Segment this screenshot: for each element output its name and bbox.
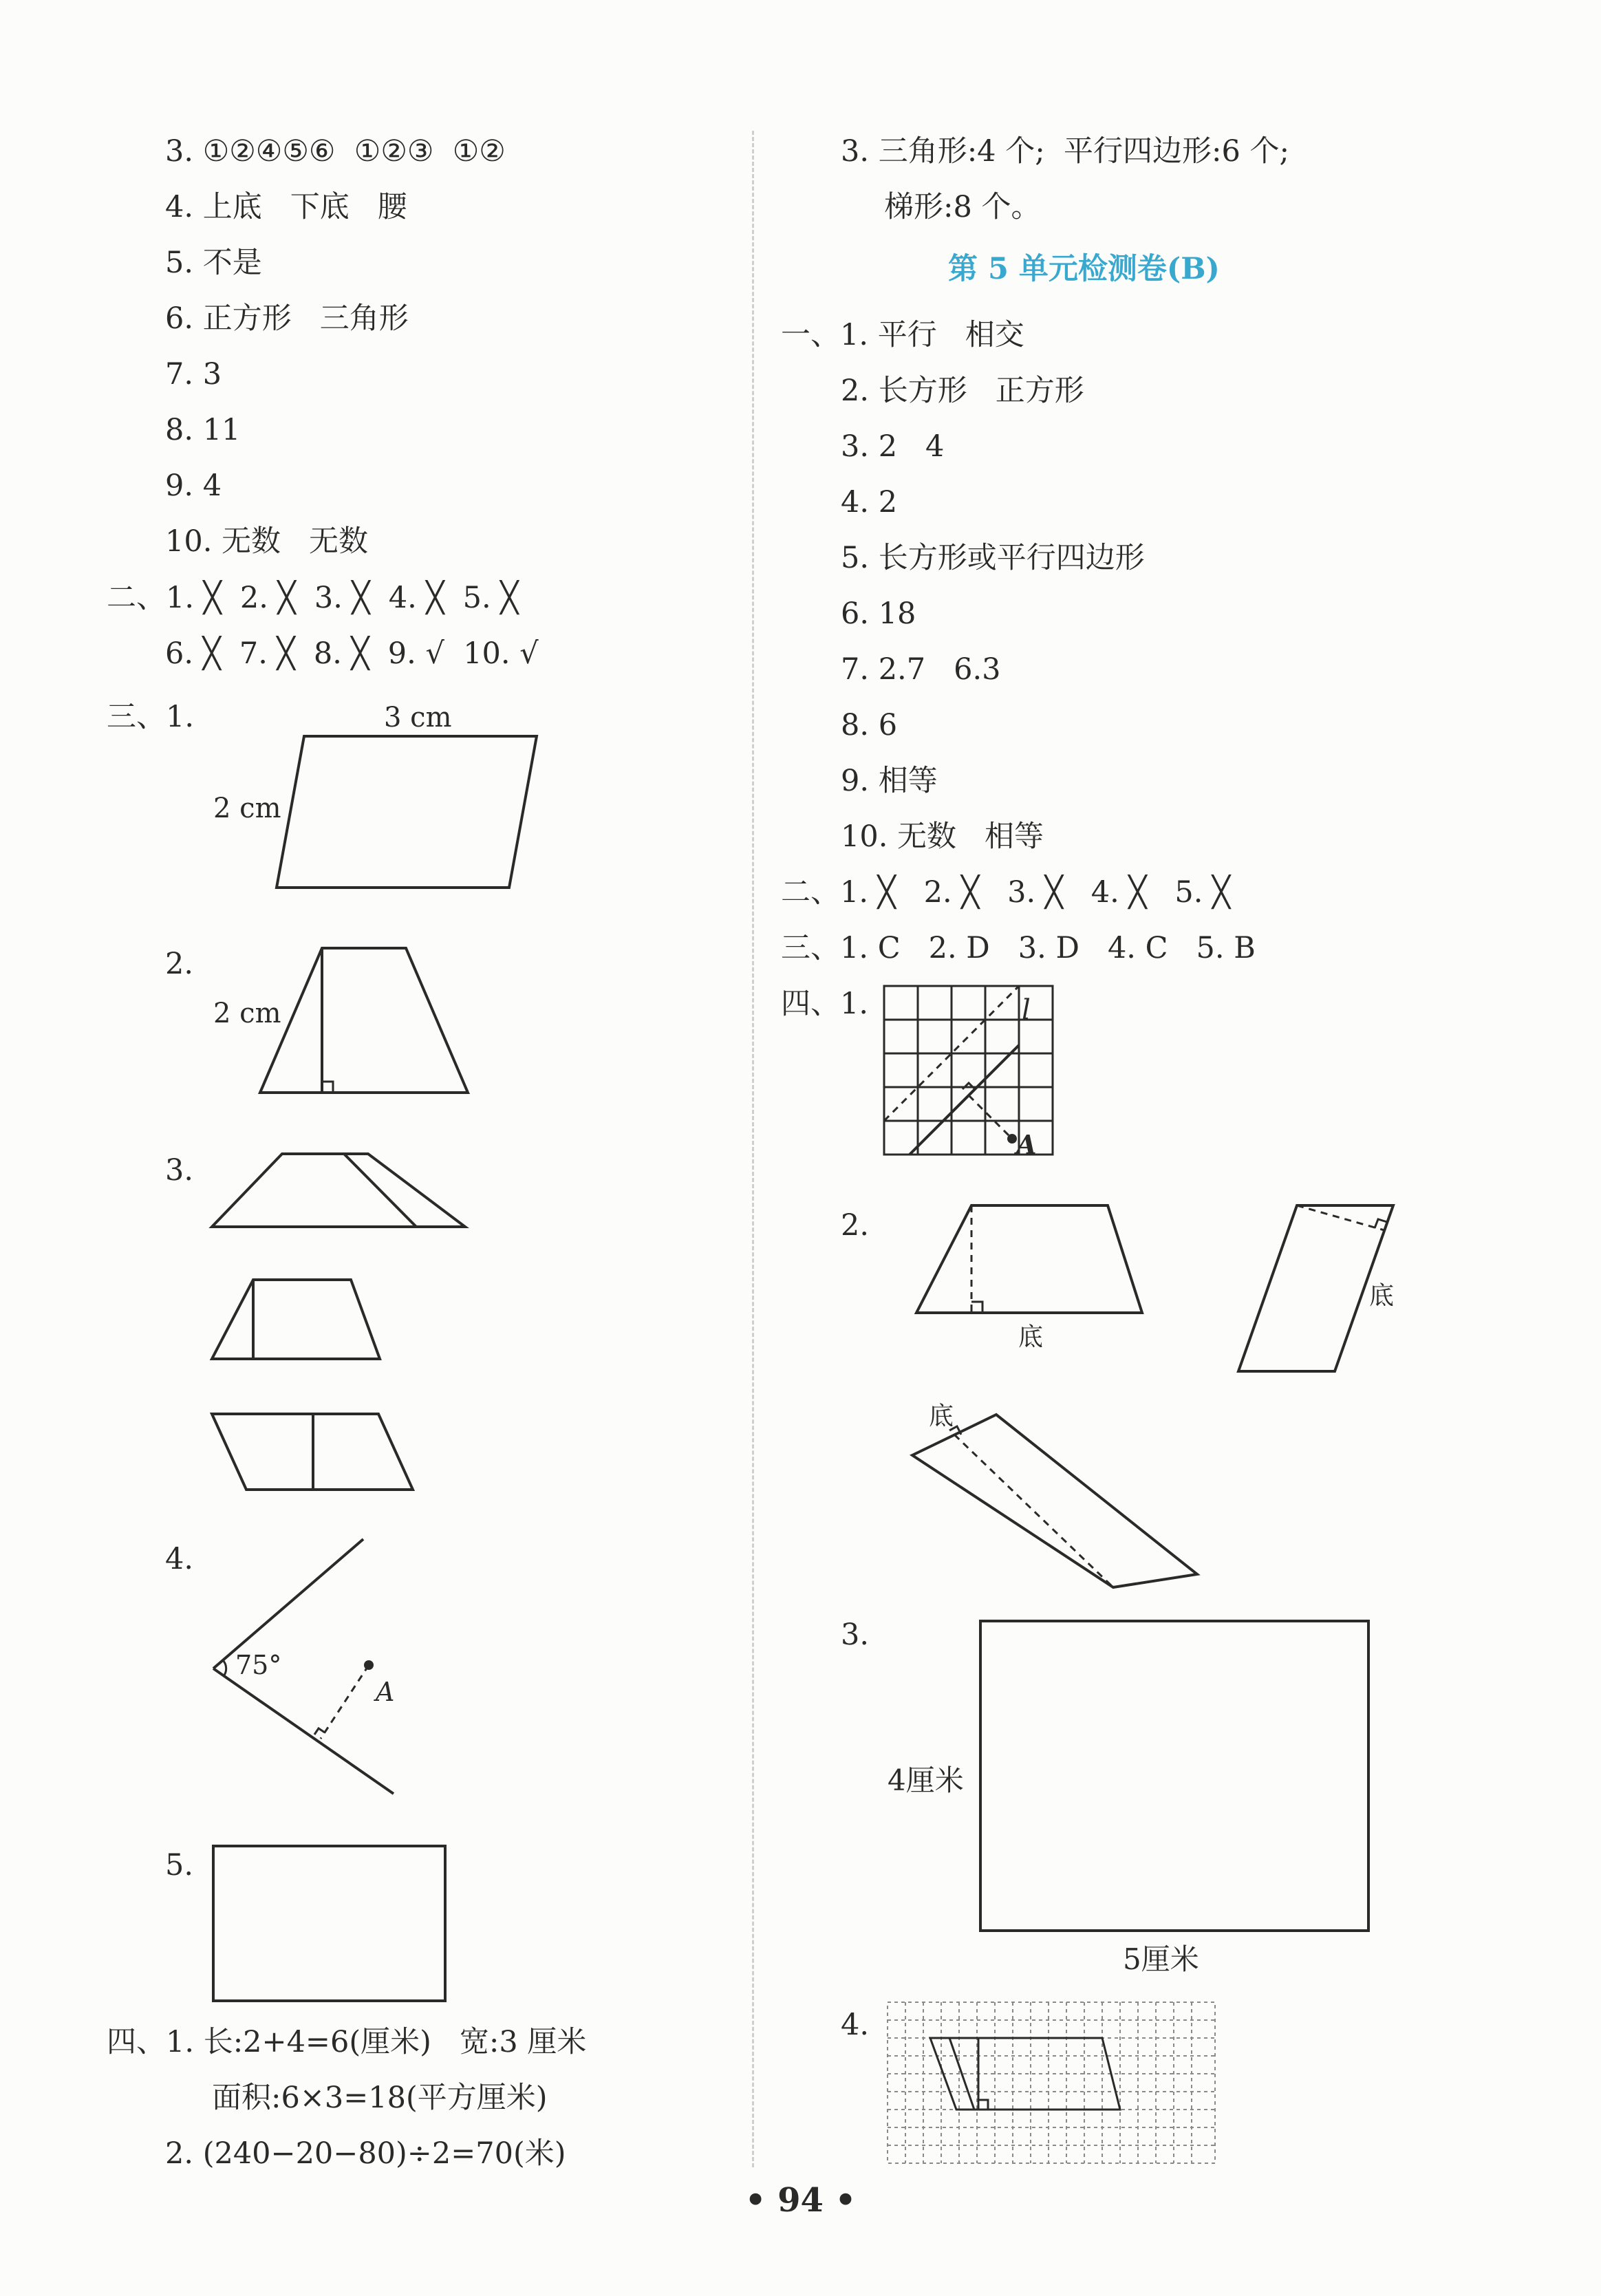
count-answer-line-1: 3. 三角形:4 个; 平行四边形:6 个; [841, 134, 1290, 169]
trapezoid-height-figure [200, 943, 488, 1101]
line-l-label: l [1022, 994, 1031, 1026]
base-height-figures [908, 1197, 1404, 1589]
fill-answer-2: 2. 长方形 正方形 [841, 374, 1084, 408]
trapezoid [260, 948, 468, 1093]
angle-label: 75° [235, 1650, 282, 1680]
rect-height-label: 4厘米 [888, 1763, 964, 1797]
label-3cm: 3 cm [384, 702, 452, 733]
right-angle-mark [322, 1082, 333, 1093]
judge-answers: 二、1. ╳ 2. ╳ 3. ╳ 4. ╳ 5. ╳ [781, 875, 1230, 910]
perpendicular-line [321, 1665, 369, 1739]
answer-8: 8. 11 [165, 413, 241, 447]
draw-section-head: 三、1. [107, 700, 195, 734]
perpendicular-from-a [969, 1095, 1012, 1139]
parallelogram-figure [193, 695, 550, 901]
item-3-number: 3. [165, 1153, 194, 1188]
angle-ray-1 [213, 1539, 363, 1669]
point-a-dot [1007, 1134, 1017, 1144]
answer-4: 4. 上底 下底 腰 [165, 190, 407, 224]
angle-ray-2 [213, 1669, 394, 1794]
solution-1-line-2: 面积:6×3=18(平方厘米) [212, 2081, 548, 2115]
choice-answers: 三、1. C 2. D 3. D 4. C 5. B [781, 931, 1256, 965]
judge-row-1: 二、1. ╳ 2. ╳ 3. ╳ 4. ╳ 5. ╳ [107, 581, 519, 615]
rect-width-label: 5厘米 [1123, 1942, 1199, 1976]
fill-answer-5: 5. 长方形或平行四边形 [841, 541, 1145, 575]
line-l [910, 1045, 1019, 1155]
answer-7: 7. 3 [165, 357, 222, 391]
shape-split-figures [206, 1146, 482, 1503]
judge-row-2: 6. ╳ 7. ╳ 8. ╳ 9. √ 10. √ [165, 636, 539, 671]
answer-10: 10. 无数 无数 [165, 524, 369, 559]
parallelogram [277, 736, 537, 888]
rectangle [213, 1846, 445, 2001]
trapezoid-split-1 [212, 1154, 465, 1227]
grid-point-label: A [1016, 1129, 1037, 1160]
angle-figure [206, 1531, 413, 1806]
item-3-number-right: 3. [841, 1618, 870, 1652]
base-label-1: 底 [1018, 1323, 1044, 1351]
section-title: 第 5 单元检测卷(B) [948, 252, 1220, 286]
rectangle-dimension-figure [881, 1610, 1390, 1995]
label-2cm-height: 2 cm [213, 998, 281, 1029]
fill-answer-7: 7. 2.7 6.3 [841, 652, 1001, 687]
answer-6: 6. 正方形 三角形 [165, 301, 409, 336]
point-a-label: A [376, 1677, 395, 1707]
fill-answer-9: 9. 相等 [841, 764, 938, 798]
big-rectangle [980, 1621, 1368, 1931]
item-2-number: 2. [165, 947, 194, 981]
fill-answer-8: 8. 6 [841, 708, 898, 742]
fill-answer-1: 一、1. 平行 相交 [781, 318, 1024, 352]
trapezoid-split-2 [212, 1280, 380, 1359]
fill-answer-4: 4. 2 [841, 485, 898, 519]
column-divider [752, 131, 754, 2167]
item-4-number: 4. [165, 1542, 194, 1576]
dotted-grid-figure [888, 2002, 1218, 2167]
answer-5: 5. 不是 [165, 246, 262, 280]
solution-2: 2. (240−20−80)÷2=70(米) [165, 2136, 566, 2171]
item-4-number-right: 4. [841, 2008, 870, 2042]
item-5-number: 5. [165, 1848, 194, 1882]
trapezoid-base [916, 1205, 1142, 1313]
base-label-2: 底 [1369, 1282, 1395, 1310]
fill-answer-3: 3. 2 4 [841, 429, 945, 464]
fill-answer-6: 6. 18 [841, 597, 916, 631]
answer-9: 9. 4 [165, 469, 222, 503]
rectangle-figure [210, 1843, 451, 2008]
count-answer-line-2: 梯形:8 个。 [884, 190, 1041, 224]
grid-perpendicular-figure [884, 986, 1063, 1158]
answer-3: 3. ①②④⑤⑥ ①②③ ①② [165, 134, 506, 169]
item-2-number-right: 2. [841, 1208, 870, 1243]
dotted-grid [888, 2002, 1215, 2163]
base-label-3: 底 [929, 1402, 954, 1430]
draw-section-head-right: 四、1. [781, 987, 869, 1021]
page-number: • 94 • [744, 2181, 857, 2220]
fill-answer-10: 10. 无数 相等 [841, 819, 1044, 854]
solution-1-line-1: 四、1. 长:2+4=6(厘米) 宽:3 厘米 [107, 2025, 587, 2059]
rhombus-base [912, 1415, 1197, 1587]
label-2cm: 2 cm [213, 793, 281, 824]
